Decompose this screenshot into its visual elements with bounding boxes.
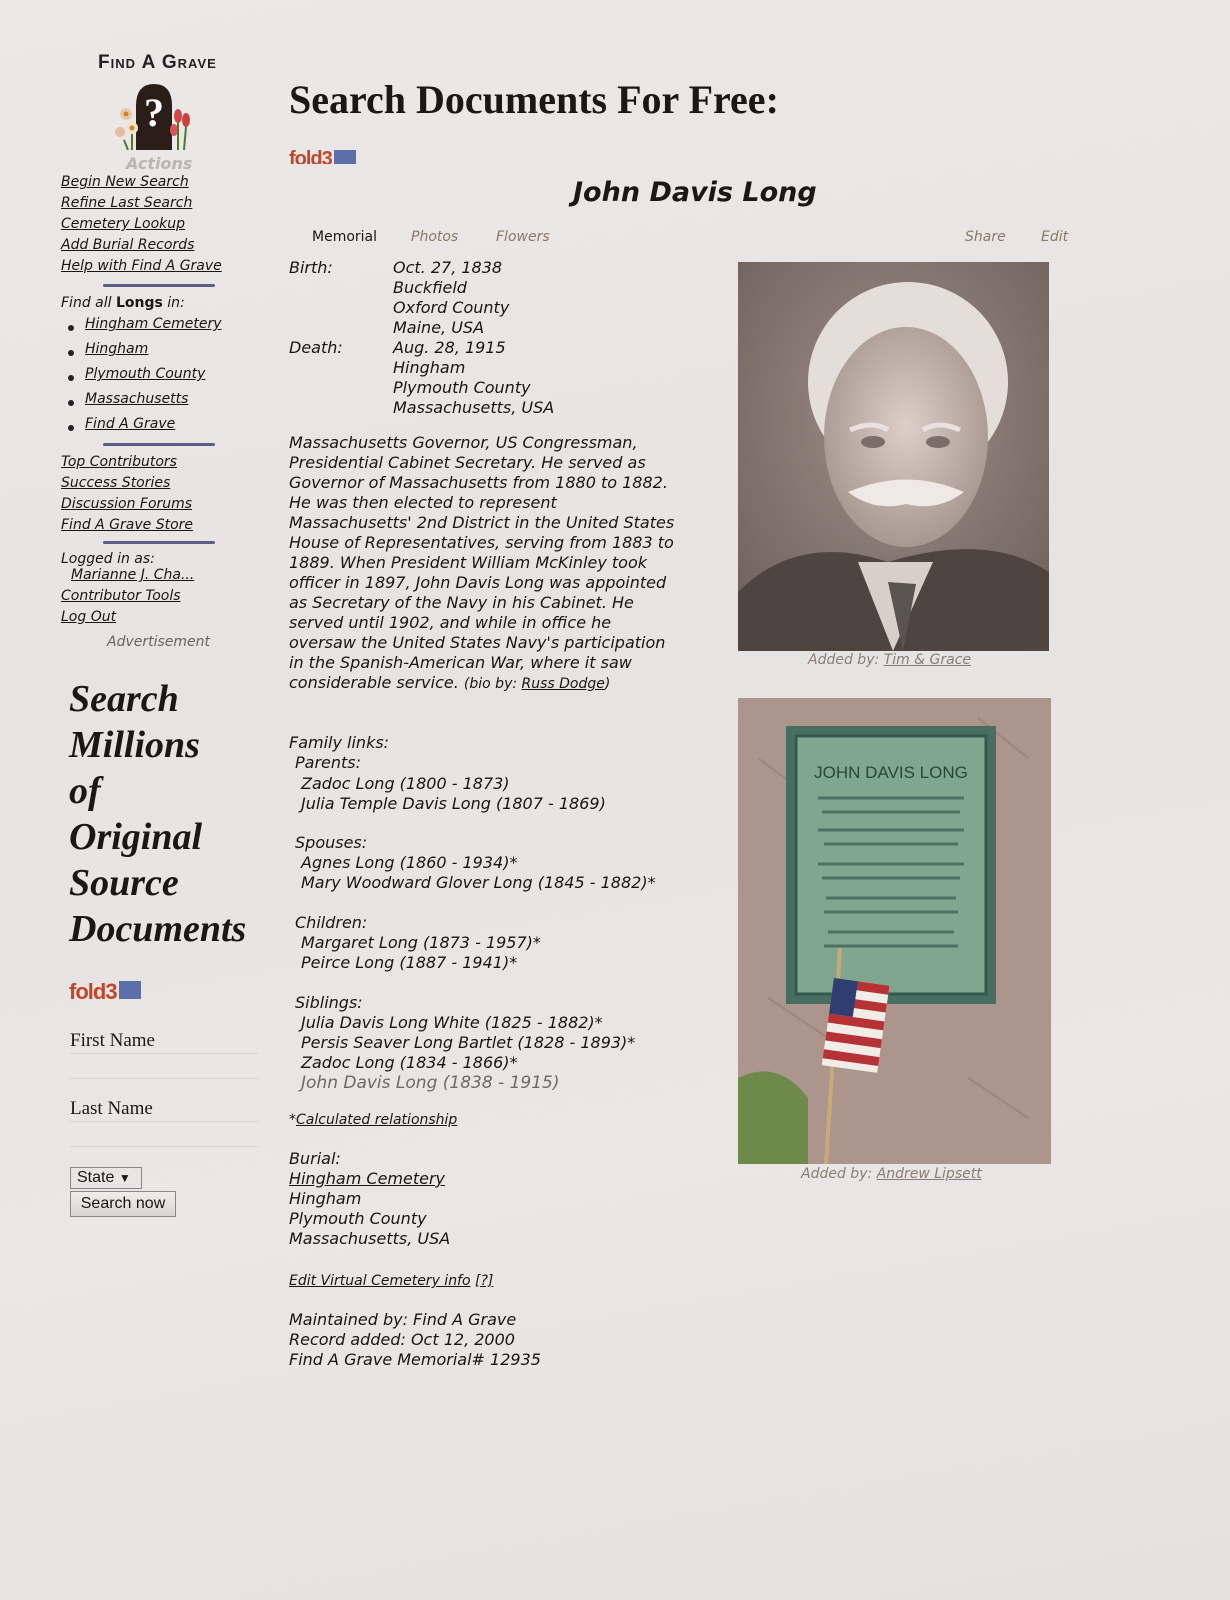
search-now-button[interactable]: Search now bbox=[70, 1191, 176, 1217]
last-name-field[interactable] bbox=[70, 1121, 258, 1147]
birth-label: Birth: bbox=[289, 258, 333, 277]
bullet bbox=[68, 425, 74, 431]
child-link[interactable]: Margaret Long (1873 - 1957)* bbox=[301, 933, 541, 952]
cemetery-lookup-link[interactable]: Cemetery Lookup bbox=[61, 216, 186, 232]
first-name-label: First Name bbox=[70, 1030, 155, 1051]
find-all-label: Find all Longs in: bbox=[61, 295, 185, 311]
help-link[interactable]: [?] bbox=[475, 1273, 494, 1289]
find-in-massachusetts-link[interactable]: Massachusetts bbox=[85, 391, 189, 407]
state-select[interactable]: State ▼ bbox=[70, 1167, 142, 1189]
log-out-link[interactable]: Log Out bbox=[61, 609, 117, 625]
page-heading: Search Documents For Free: bbox=[289, 77, 779, 122]
tab-share[interactable]: Share bbox=[965, 229, 1006, 245]
parents-label: Parents: bbox=[295, 753, 362, 772]
ad-headline[interactable] bbox=[69, 676, 269, 952]
tab-memorial[interactable]: Memorial bbox=[312, 229, 378, 245]
user-link[interactable]: Marianne J. Cha... bbox=[71, 567, 195, 583]
plaque-text: JOHN DAVIS LONG bbox=[814, 763, 968, 782]
parent-link[interactable]: Zadoc Long (1800 - 1873) bbox=[301, 774, 510, 793]
ad-headline-line: Millions bbox=[69, 724, 200, 766]
siblings-label: Siblings: bbox=[295, 993, 363, 1012]
portrait-photo[interactable] bbox=[738, 262, 1049, 651]
svg-text:?: ? bbox=[144, 90, 164, 135]
plaque-image bbox=[738, 698, 1051, 1164]
tab-flowers[interactable]: Flowers bbox=[496, 229, 550, 245]
birth-state: Maine, USA bbox=[393, 318, 485, 337]
dropdown-arrow-icon: ▼ bbox=[118, 1171, 131, 1185]
find-in-hingham-cemetery-link[interactable]: Hingham Cemetery bbox=[85, 316, 222, 332]
calculated-relationship-link[interactable]: Calculated relationship bbox=[296, 1112, 458, 1128]
birth-place: Buckfield bbox=[393, 278, 467, 297]
site-logo-text[interactable]: Find A Grave bbox=[98, 52, 217, 73]
begin-new-search-link[interactable]: Begin New Search bbox=[61, 174, 189, 190]
actions-heading: Actions bbox=[126, 154, 193, 173]
bullet bbox=[68, 375, 74, 381]
parent-link[interactable]: Julia Temple Davis Long (1807 - 1869) bbox=[301, 794, 606, 813]
burial-county: Plymouth County bbox=[289, 1209, 427, 1228]
success-stories-link[interactable]: Success Stories bbox=[61, 475, 171, 491]
ad-headline-line: of bbox=[69, 770, 101, 812]
ad-headline-line: Search bbox=[69, 678, 179, 720]
memorial-name: John Davis Long bbox=[573, 177, 817, 208]
spouses-label: Spouses: bbox=[295, 833, 368, 852]
spouse-link[interactable]: Mary Woodward Glover Long (1845 - 1882)* bbox=[301, 873, 656, 892]
photo-caption: Added by: Andrew Lipsett bbox=[801, 1166, 982, 1182]
help-link[interactable]: Help with Find A Grave bbox=[61, 258, 222, 274]
children-label: Children: bbox=[295, 913, 368, 932]
ad-headline-line: Original bbox=[69, 816, 203, 858]
store-link[interactable]: Find A Grave Store bbox=[61, 517, 194, 533]
death-label: Death: bbox=[289, 338, 343, 357]
divider bbox=[103, 284, 215, 287]
fold3-ad-logo[interactable]: fold3 bbox=[69, 979, 141, 1005]
refine-last-search-link[interactable]: Refine Last Search bbox=[61, 195, 193, 211]
death-state: Massachusetts, USA bbox=[393, 398, 555, 417]
photo-contributor-link[interactable]: Tim & Grace bbox=[883, 652, 972, 668]
photo-caption: Added by: Tim & Grace bbox=[808, 652, 972, 668]
edit-virtual-cemetery-link[interactable]: Edit Virtual Cemetery info bbox=[289, 1273, 471, 1289]
death-place: Hingham bbox=[393, 358, 466, 377]
edit-virtual-cemetery bbox=[289, 1273, 493, 1289]
child-link[interactable]: Peirce Long (1887 - 1941)* bbox=[301, 953, 518, 972]
ad-headline-line: Source bbox=[69, 862, 179, 904]
advertisement-label: Advertisement bbox=[107, 634, 211, 650]
tab-photos[interactable]: Photos bbox=[411, 229, 459, 245]
contributor-tools-link[interactable]: Contributor Tools bbox=[61, 588, 181, 604]
find-in-plymouth-county-link[interactable]: Plymouth County bbox=[85, 366, 206, 382]
memorial-number: Find A Grave Memorial# 12935 bbox=[289, 1350, 541, 1369]
bio-author-link[interactable]: Russ Dodge bbox=[521, 676, 605, 692]
burial-cemetery-link[interactable]: Hingham Cemetery bbox=[289, 1169, 445, 1188]
death-date: Aug. 28, 1915 bbox=[393, 338, 506, 357]
find-a-grave-logo-icon[interactable] bbox=[112, 80, 196, 150]
first-name-field[interactable] bbox=[70, 1053, 258, 1079]
burial-label: Burial: bbox=[289, 1149, 341, 1168]
burial-place: Hingham bbox=[289, 1189, 362, 1208]
divider bbox=[103, 541, 215, 544]
current-person-sibling: John Davis Long (1838 - 1915) bbox=[301, 1073, 560, 1093]
bullet bbox=[68, 325, 74, 331]
record-added: Record added: Oct 12, 2000 bbox=[289, 1330, 515, 1349]
maintained-by: Maintained by: Find A Grave bbox=[289, 1310, 517, 1329]
biography: Massachusetts Governor, US Congressman, Presidential Cabinet Secretary. He served as Governor of Massachusetts from 1880 to 1882. He was then elected to represent Massachusetts' 2nd District in the United States House of Representatives, serving from 1883 to 1889. When President William McKinley took officer in 1897, John Davis Long was appointed as Secretary of the Navy in his Cabinet. He served until 1902, and while in office he oversaw the United States Navy's participation in the Spanish-American War, where it saw considerable service. (bio by: Russ Dodge) bbox=[289, 433, 675, 692]
tab-edit[interactable]: Edit bbox=[1041, 229, 1069, 245]
find-in-hingham-link[interactable]: Hingham bbox=[85, 341, 149, 357]
sidebar bbox=[0, 0, 270, 1600]
photo-contributor-link[interactable]: Andrew Lipsett bbox=[876, 1166, 982, 1182]
family-links-heading: Family links: bbox=[289, 733, 390, 752]
bio-text: Massachusetts Governor, US Congressman, Presidential Cabinet Secretary. He served as Governor of Massachusetts from 1880 to 1882. He was then elected to represent Massachusetts' 2nd District in the United States House of Representatives, serving from 1883 to 1889. When President William McKinley took officer in 1897, John Davis Long was appointed as Secretary of the Navy in his Cabinet. He served until 1902, and while in office he oversaw the United States Navy's participation in the Spanish-American War, where it saw considerable service. bbox=[289, 433, 675, 692]
birth-date: Oct. 27, 1838 bbox=[393, 258, 503, 277]
bullet bbox=[68, 400, 74, 406]
ad-headline-line: Documents bbox=[69, 908, 247, 950]
birth-county: Oxford County bbox=[393, 298, 510, 317]
sibling-link[interactable]: Zadoc Long (1834 - 1866)* bbox=[301, 1053, 518, 1072]
sibling-link[interactable]: Julia Davis Long White (1825 - 1882)* bbox=[301, 1013, 603, 1032]
portrait-image bbox=[738, 262, 1049, 651]
logged-in-label: Logged in as: bbox=[61, 551, 155, 567]
death-county: Plymouth County bbox=[393, 378, 531, 397]
calculated-relationship: *Calculated relationship bbox=[289, 1112, 458, 1128]
last-name-label: Last Name bbox=[70, 1098, 153, 1119]
bullet bbox=[68, 350, 74, 356]
find-in-find-a-grave-link[interactable]: Find A Grave bbox=[85, 416, 176, 432]
fold3-banner-logo[interactable]: fold3 bbox=[289, 148, 356, 164]
flag-icon bbox=[119, 981, 141, 999]
burial-state: Massachusetts, USA bbox=[289, 1229, 451, 1248]
add-burial-records-link[interactable]: Add Burial Records bbox=[61, 237, 195, 253]
flag-icon bbox=[334, 150, 356, 164]
divider bbox=[103, 443, 215, 446]
grave-plaque-photo[interactable] bbox=[738, 698, 1051, 1164]
top-contributors-link[interactable]: Top Contributors bbox=[61, 454, 177, 470]
sibling-link[interactable]: Persis Seaver Long Bartlet (1828 - 1893)* bbox=[301, 1033, 636, 1052]
spouse-link[interactable]: Agnes Long (1860 - 1934)* bbox=[301, 853, 518, 872]
discussion-forums-link[interactable]: Discussion Forums bbox=[61, 496, 193, 512]
